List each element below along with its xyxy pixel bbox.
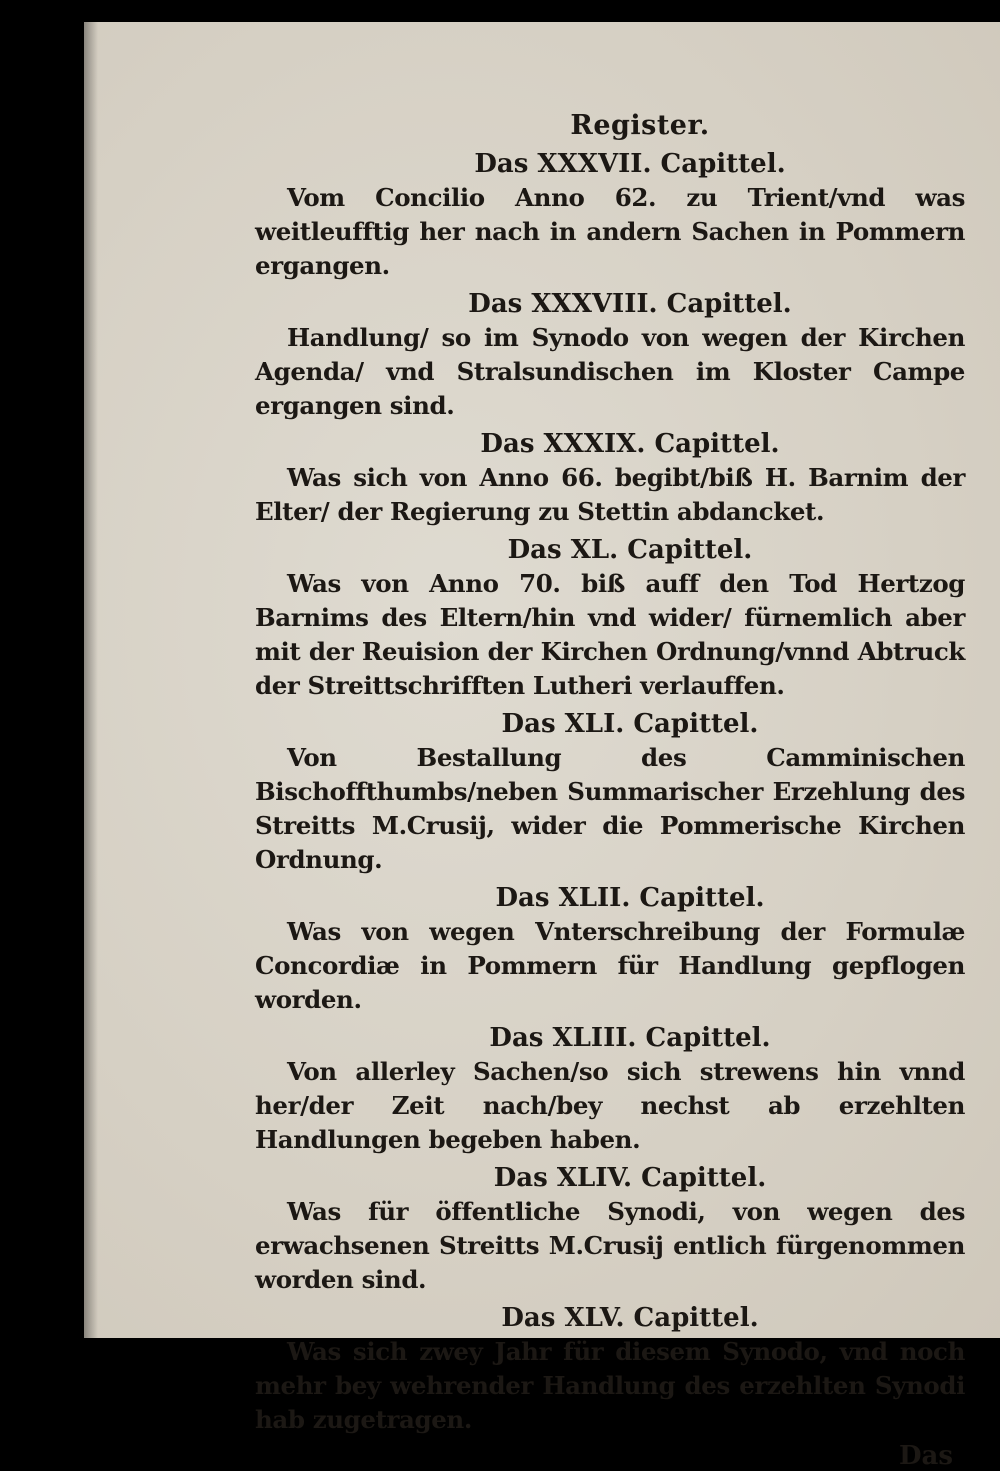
chapter-summary: Von Bestallung des Camminischen Bischoffthumbs/neben Summarischer Erzehlung des Streitts M.Crusij, wider die Pommerische Kirchen Ordnung.: [255, 743, 965, 874]
chapter-heading: Das XLV. Capittel.: [501, 1303, 759, 1333]
chapter-summary: Was sich zwey Jahr für diesem Synodo, vnd noch mehr bey wehrender Handlung des erzehlten Synodi hab zugetragen.: [255, 1337, 965, 1434]
chapter-heading: Das XL. Capittel.: [507, 535, 753, 565]
chapter-summary: Von allerley Sachen/so sich strewens hin vnnd her/der Zeit nach/bey nechst ab erzehlten Handlungen begeben haben.: [255, 1057, 965, 1154]
chapter-entry: [255, 533, 965, 703]
chapter-heading: Das XLII. Capittel.: [495, 883, 765, 913]
chapter-heading: Das XXXIX. Capittel.: [480, 429, 780, 459]
running-head: Register.: [570, 110, 710, 141]
chapter-entry: [255, 881, 965, 1017]
chapter-summary: Handlung/ so im Synodo von wegen der Kirchen Agenda/ vnd Stralsundischen im Kloster Campe ergangen sind.: [255, 323, 965, 420]
chapter-entry: [255, 707, 965, 877]
chapter-entry: [255, 1161, 965, 1297]
chapter-heading: Das XLIV. Capittel.: [493, 1163, 767, 1193]
chapter-summary: Was für öffentliche Synodi, von wegen des erwachsenen Streitts M.Crusij entlich fürgenommen worden sind.: [255, 1197, 965, 1294]
chapter-heading: Das XLI. Capittel.: [501, 709, 759, 739]
page-gutter-shadow: [84, 22, 98, 1338]
chapter-entry: [255, 427, 965, 529]
chapter-summary: Was von wegen Vnterschreibung der Formulæ Concordiæ in Pommern für Handlung gepflogen worden.: [255, 917, 965, 1014]
catchword: Das: [898, 1441, 953, 1471]
chapter-entry: [255, 1301, 965, 1437]
chapter-summary: Vom Concilio Anno 62. zu Trient/vnd was weitleufftig her nach in andern Sachen in Pommern ergangen.: [255, 183, 965, 280]
chapter-summary: Was von Anno 70. biß auff den Tod Hertzog Barnims des Eltern/hin vnd wider/ fürnemlich aber mit der Reuision der Kirchen Ordnung/vnnd Abtruck der Streittschrifften Lutheri verlauffen.: [255, 569, 965, 700]
register-text-block: [255, 110, 965, 1471]
chapter-entry: [255, 147, 965, 283]
chapter-entry: [255, 287, 965, 423]
chapter-heading: Das XLIII. Capittel.: [489, 1023, 771, 1053]
chapter-heading: Das XXXVIII. Capittel.: [468, 289, 792, 319]
chapter-heading: Das XXXVII. Capittel.: [474, 149, 786, 179]
chapter-summary: Was sich von Anno 66. begibt/biß H. Barnim der Elter/ der Regierung zu Stettin abdancket.: [255, 463, 965, 526]
chapter-entry: [255, 1021, 965, 1157]
